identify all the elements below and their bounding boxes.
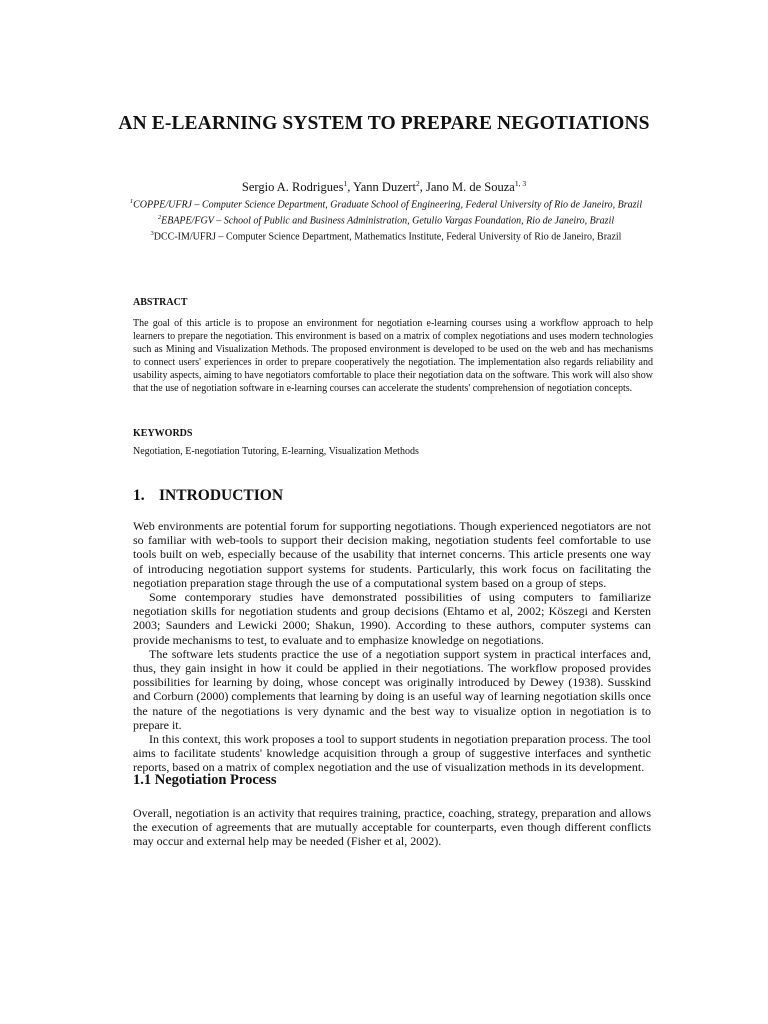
author-name: Jano M. de Souza [425,180,515,195]
author-affiliation-mark: 1, 3 [514,179,527,188]
paragraph: The software lets students practice the use of a negotiation support system in practical interfaces and, thus, they gain insight in how it could be applied in their negotiations. The workflow proposed provides possibilities for learning by doing, whose concept was originally introduced by Dewey (1938). Susskind and Corburn (2000) complements that learning by doing is an useful way of learning negotiation skills once the nature of the negotiations is very dynamic and the best way to visualize option in negotiation is to prepare it. [133,646,651,732]
negotiation-process-body [133,806,651,849]
author-name: Sergio A. Rodrigues [241,180,344,195]
paragraph: In this context, this work proposes a tool to support students in negotiation preparation process. The tool aims to facilitate students' knowledge acquisition through a group of suggestive interfaces and synthetic reports, based on a matrix of complex negotiation and the use of visualization methods in its development. [133,732,651,775]
paragraph: Some contemporary studies have demonstrated possibilities of using computers to familiarize negotiation skills for negotiation students and group decisions (Ehtamo et al, 2002; Köszegi and Kersten 2003; Saunders and Lewicki 2000; Shakun, 1990). According to these authors, computer systems can provide mechanisms to test, to evaluate and to emphasize knowledge on negotiations. [133,590,651,647]
author-name: Yann Duzert [352,180,416,195]
affiliation: $^1$COPPE/UFRJ – Computer Science Department, Graduate School of Engineering, Federal University of Rio de Janeiro, Brazil [129,198,643,211]
abstract-heading: ABSTRACT [133,297,188,308]
keywords-heading: KEYWORDS [133,428,193,439]
paragraph: Overall, negotiation is an activity that requires training, practice, coaching, strategy, preparation and allows the execution of agreements that are mutually acceptable for counterparts, even though different conflicts may occur and external help may be needed (Fisher et al, 2002). [133,806,651,849]
affiliation-list [128,196,644,243]
paragraph: Web environments are potential forum for supporting negotiations. Though experienced negotiators are not so familiar with web-tools to support their decision making, negotiation students feel comfortable to use tools built on web, especially because of the usability that internet concerns. This article presents one way of introducing negotiation support systems for students. Particularly, this work focus on facilitating the negotiation preparation stage through the use of a computational system based on a group of steps. [133,519,651,590]
affiliation: $^3$DCC-IM/UFRJ – Computer Science Department, Mathematics Institute, Federal University of Rio de Janeiro, Brazil [150,229,622,242]
introduction-body [133,519,651,775]
abstract-text: The goal of this article is to propose an environment for negotiation e-learning courses using a workflow approach to help learners to prepare the negotiation. This environment is based on a matrix of complex negotiations and uses modern technologies such as Mining and Visualization Methods. The proposed environment is developed to be used on the web and has mechanisms to connect users' experiences in order to prepare cooperatively the negotiation. The implementation also regards reliability and usability aspects, aiming to have negotiators comfortable to place their negotiation data on the software. This work will also show that the use of negotiation software in e-learning courses can accelerate the students' comprehension of negotiation concepts. [133,318,653,394]
author-affiliation-mark: 2 [415,179,420,188]
subsection-heading-negotiation-process: 1.1 Negotiation Process [133,772,277,788]
author-list: Sergio A. Rodrigues$^1$, Yann Duzert$^2$, Jano M. de Souza$^{1, 3}$ [241,179,527,195]
section-heading-introduction [133,487,283,505]
section-number: 1. [133,487,145,504]
section-title: INTRODUCTION [159,487,284,504]
author-affiliation-mark: 1 [343,179,348,188]
affiliation: $^2$EBAPE/FGV – School of Public and Business Administration, Getulio Vargas Foundation, Rio de Janeiro, Brazil [157,213,615,227]
paper-title: AN E-LEARNING SYSTEM TO PREPARE NEGOTIATIONS [118,113,650,134]
keywords-text: Negotiation, E-negotiation Tutoring, E-learning, Visualization Methods [133,446,419,457]
